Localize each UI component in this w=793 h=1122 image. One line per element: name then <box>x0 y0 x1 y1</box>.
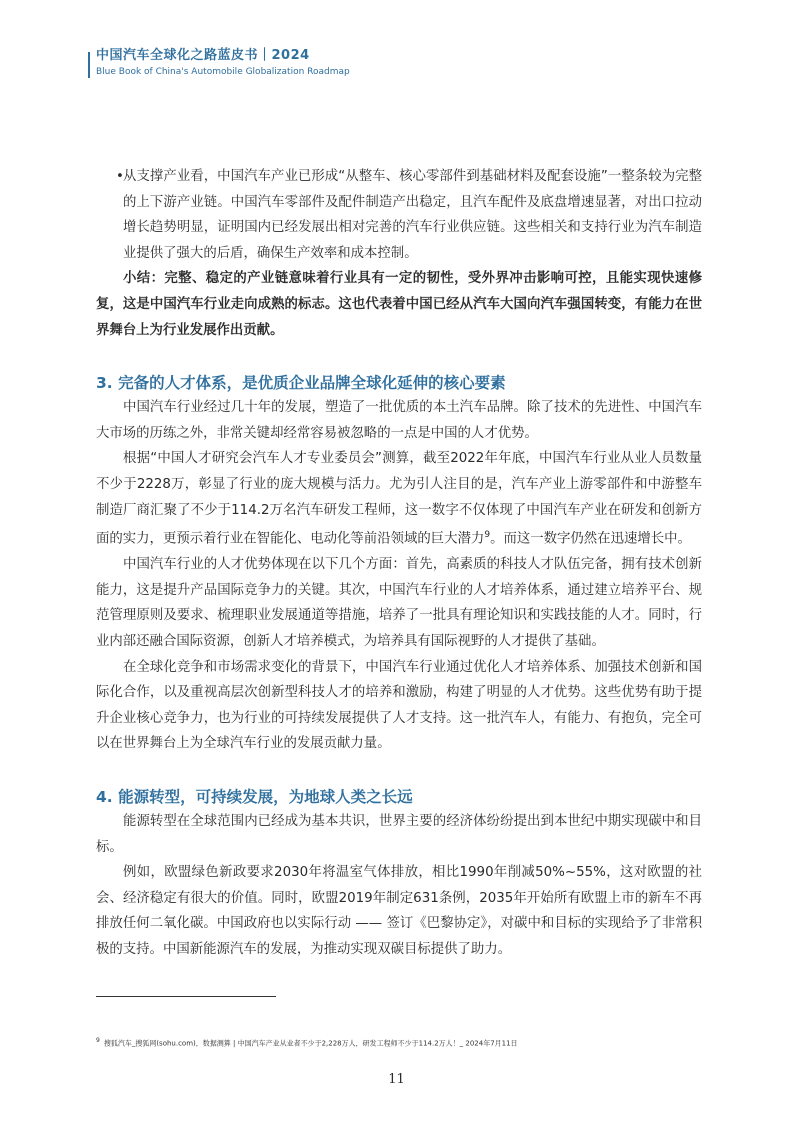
header-title: 中国汽车全球化之路蓝皮书｜2024 <box>96 48 310 63</box>
section-3-paragraph-2-text: 根据“中国人才研究会汽车人才专业委员会”测算，截至2022年年底，中国汽车行业从业人员数量不少于2228万，彰显了行业的庞大规模与活力。尤为引人注目的是，汽车产业上游零部件和中游整车制造厂商汇聚了不少于114.2万名汽车研发工程师，这一数字不仅体现了中国汽车产业在研发和创新方面的实力，更预示着行业在智能化、电动化等前沿领域的巨大潜力 <box>96 451 702 547</box>
footnote-divider <box>96 996 276 997</box>
footnote <box>96 1036 518 1048</box>
main-content <box>96 164 702 963</box>
section-3-paragraph-4: 在全球化竞争和市场需求变化的背景下，中国汽车行业通过优化人才培养体系、加强技术创新和国际化合作，以及重视高层次创新型科技人才的培养和激励，构建了明显的人才优势。这些优势有助于提升企业核心竞争力，也为行业的可持续发展提供了人才支持。这一批汽车人，有能力、有抱负，完全可以在世界舞台上为全球汽车行业的发展贡献力量。 <box>96 659 702 752</box>
section-3-paragraph-2 <box>96 446 702 552</box>
section-3-paragraph-1: 中国汽车行业经过几十年的发展，塑造了一批优质的本土汽车品牌。除了技术的先进性、中国汽车大市场的历练之外，非常关键却经常容易被忽略的一点是中国的人才优势。 <box>96 400 702 441</box>
page-number: 11 <box>388 1072 405 1087</box>
footnote-text: 搜狐汽车_搜狐网(sohu.com)，数据测算 | 中国汽车产业从业者不少于2,228万人，研发工程师不少于114.2万人！_ 2024年7月11日 <box>103 1039 518 1048</box>
header-accent-bar <box>88 52 90 78</box>
bullet-icon: • <box>116 169 124 184</box>
footnote-ref[interactable]: 9 <box>484 530 491 541</box>
summary-paragraph: 小结：完整、稳定的产业链意味着行业具有一定的韧性，受外界冲击影响可控，且能实现快速修复，这是中国汽车行业走向成熟的标志。这也代表着中国已经从汽车大国向汽车强国转变，有能力在世界舞台上为行业发展作出贡献。 <box>96 271 702 338</box>
header-subtitle: Blue Book of China's Automobile Globalization Roadmap <box>96 67 350 77</box>
bullet-paragraph <box>96 164 702 266</box>
section-4-paragraph-2: 例如，欧盟绿色新政要求2030年将温室气体排放，相比1990年削减50%~55%，这对欧盟的社会、经济稳定有很大的价值。同时，欧盟2019年制定631条例，2035年开始所有欧盟上市的新车不再排放任何二氧化碳。中国政府也以实际行动 —— 签订《巴黎协定》，对碳中和目标的实现给予了非常积极的支持。中国新能源汽车的发展，为推动实现双碳目标提供了助力。 <box>96 865 702 957</box>
bullet-text: 从支撑产业看，中国汽车产业已形成“从整车、核心零部件到基础材料及配套设施”一整条较为完整的上下游产业链。中国汽车零部件及配件制造产出稳定，且汽车配件及底盘增速显著，对出口拉动增长趋势明显，证明国内已经发展出相对完善的汽车行业供应链。这些相关和支持行业为汽车制造业提供了强大的后盾，确保生产效率和成本控制。 <box>123 169 702 261</box>
section-3-paragraph-3: 中国汽车行业的人才优势体现在以下几个方面：首先，高素质的科技人才队伍完备，拥有技术创新能力，这是提升产品国际竞争力的关键。其次，中国汽车行业的人才培养体系，通过建立培养平台、规范管理原则及要求、梳理职业发展通道等措施，培养了一批具有理论知识和实践技能的人才。同时，行业内部还融合国际资源，创新人才培养模式，为培养具有国际视野的人才提供了基础。 <box>96 557 702 649</box>
section-3-heading: 3. 完备的人才体系，是优质企业品牌全球化延伸的核心要素 <box>96 374 506 393</box>
page-header <box>96 48 350 78</box>
section-3-paragraph-2-tail: 。而这一数字仍然在迅速增长中。 <box>490 531 691 547</box>
section-4-paragraph-1: 能源转型在全球范围内已经成为基本共识，世界主要的经济体纷纷提出到本世纪中期实现碳中和目标。 <box>96 813 702 855</box>
footnote-number: 9 <box>96 1037 100 1044</box>
section-4-heading: 4. 能源转型，可持续发展，为地球人类之长远 <box>96 787 413 806</box>
